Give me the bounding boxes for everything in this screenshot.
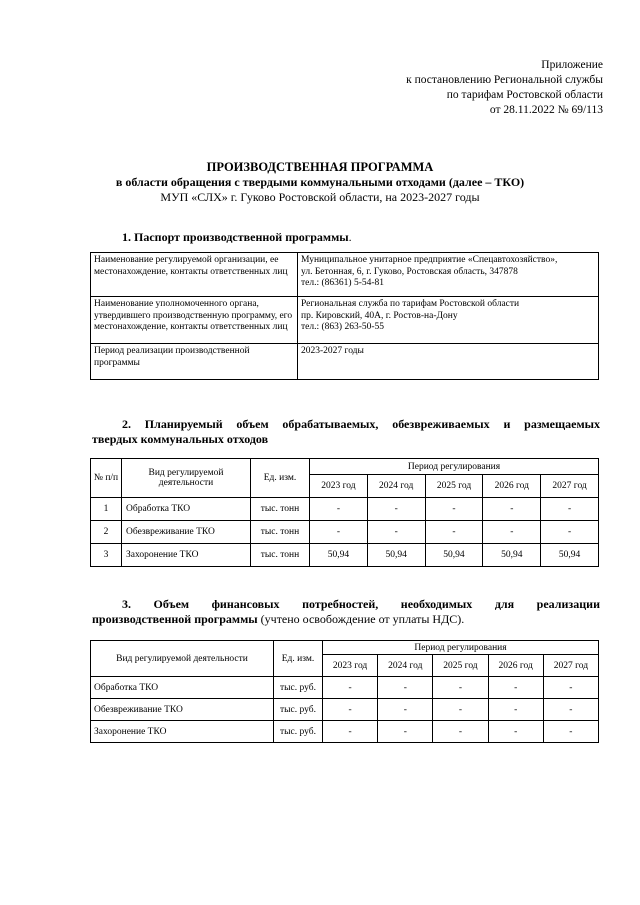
cell-value: - <box>425 498 483 521</box>
cell-activity: Захоронение ТКО <box>122 544 251 567</box>
header-unit: Ед. изм. <box>251 459 310 498</box>
cell-value: - <box>488 721 543 743</box>
volume-table <box>90 458 599 567</box>
table-header-row <box>91 641 599 655</box>
header-year: 2023 год <box>323 655 378 677</box>
cell-activity: Обработка ТКО <box>91 677 274 699</box>
cell-value: - <box>425 521 483 544</box>
title-line-3: МУП «СЛХ» г. Гуково Ростовской области, на 2023-2027 годы <box>160 190 480 204</box>
cell-value: - <box>378 677 433 699</box>
cell-value: - <box>541 521 599 544</box>
cell-value: 50,94 <box>425 544 483 567</box>
passport-value <box>298 297 599 344</box>
annex-line: к постановлению Региональной службы <box>406 74 603 86</box>
cell-value: - <box>367 521 425 544</box>
section-3-heading-line <box>92 612 600 627</box>
cell-unit: тыс. руб. <box>274 721 323 743</box>
annex-line: от 28.11.2022 № 69/113 <box>489 104 603 116</box>
annex-block <box>406 58 603 118</box>
table-row <box>91 253 599 297</box>
header-year: 2025 год <box>425 475 483 498</box>
cell-unit: тыс. руб. <box>274 677 323 699</box>
title-line-1: ПРОИЗВОДСТВЕННАЯ ПРОГРАММА <box>206 160 434 174</box>
cell-value: - <box>367 498 425 521</box>
table-header-row <box>91 459 599 475</box>
header-year: 2027 год <box>543 655 598 677</box>
cell-value: 50,94 <box>483 544 541 567</box>
header-num: № п/п <box>91 459 122 498</box>
cell-num: 1 <box>91 498 122 521</box>
passport-value-line: 2023-2027 годы <box>301 346 364 356</box>
passport-value-line: Муниципальное унитарное предприятие «Спецавтохозяйство», <box>301 255 558 265</box>
table-row <box>91 498 599 521</box>
header-year: 2027 год <box>541 475 599 498</box>
header-period: Период регулирования <box>310 459 599 475</box>
cell-value: - <box>310 521 368 544</box>
header-year: 2025 год <box>433 655 488 677</box>
cell-value: - <box>433 699 488 721</box>
cell-unit: тыс. тонн <box>251 498 310 521</box>
header-year: 2026 год <box>488 655 543 677</box>
passport-value-line: тел.: (86361) 5-54-81 <box>301 278 385 288</box>
passport-value-line: ул. Бетонная, 6, г. Гуково, Ростовская область, 347878 <box>301 266 518 277</box>
cell-num: 2 <box>91 521 122 544</box>
cell-value: - <box>483 498 541 521</box>
finance-table <box>90 640 599 743</box>
cell-value: - <box>483 521 541 544</box>
cell-activity: Обезвреживание ТКО <box>91 699 274 721</box>
cell-value: - <box>541 498 599 521</box>
passport-label: Период реализации производственной программы <box>91 344 298 380</box>
table-row <box>91 521 599 544</box>
cell-activity: Обработка ТКО <box>122 498 251 521</box>
passport-value-line: тел.: (863) 263-50-55 <box>301 322 385 332</box>
passport-table <box>90 252 599 380</box>
cell-value: - <box>543 721 598 743</box>
table-row <box>91 677 599 699</box>
cell-value: - <box>488 699 543 721</box>
cell-value: - <box>543 677 598 699</box>
section-3-heading <box>92 597 600 627</box>
annex-line: Приложение <box>541 59 603 71</box>
passport-value-line: пр. Кировский, 40А, г. Ростов-на-Дону <box>301 310 458 321</box>
cell-value: - <box>543 699 598 721</box>
cell-unit: тыс. тонн <box>251 544 310 567</box>
header-year: 2024 год <box>378 655 433 677</box>
cell-value: 50,94 <box>367 544 425 567</box>
section-2-heading <box>92 417 600 447</box>
passport-value <box>298 344 599 380</box>
cell-activity: Обезвреживание ТКО <box>122 521 251 544</box>
section-3-heading-plain: (учтено освобождение от уплаты НДС). <box>257 612 465 626</box>
cell-activity: Захоронение ТКО <box>91 721 274 743</box>
cell-unit: тыс. тонн <box>251 521 310 544</box>
header-unit: Ед. изм. <box>274 641 323 677</box>
table-row <box>91 699 599 721</box>
cell-value: - <box>323 721 378 743</box>
section-1-heading-end: . <box>348 230 352 244</box>
passport-label: Наименование регулируемой организации, ее местонахождение, контакты ответственных лиц <box>91 253 298 297</box>
cell-value: - <box>433 677 488 699</box>
table-row <box>91 297 599 344</box>
cell-value: - <box>310 498 368 521</box>
cell-unit: тыс. руб. <box>274 699 323 721</box>
section-1-heading <box>122 230 352 245</box>
title-line-2: в области обращения с твердыми коммунальными отходами (далее – ТКО) <box>115 175 525 189</box>
header-activity: Вид регулируемой деятельности <box>91 641 274 677</box>
header-year: 2024 год <box>367 475 425 498</box>
table-row <box>91 344 599 380</box>
header-activity: Вид регулируемой деятельности <box>122 459 251 498</box>
cell-value: - <box>433 721 488 743</box>
cell-value: 50,94 <box>310 544 368 567</box>
cell-value: - <box>378 721 433 743</box>
section-1-heading-text: 1. Паспорт производственной программы <box>122 230 349 244</box>
document-title <box>0 160 640 205</box>
annex-line: по тарифам Ростовской области <box>446 89 603 101</box>
table-row <box>91 721 599 743</box>
cell-value: 50,94 <box>541 544 599 567</box>
cell-value: - <box>323 699 378 721</box>
cell-value: - <box>488 677 543 699</box>
section-2-heading-line: 2. Планируемый объем обрабатываемых, обезвреживаемых и размещаемых <box>122 417 600 431</box>
section-3-heading-bold: производственной программы <box>92 612 258 626</box>
passport-value <box>298 253 599 297</box>
header-year: 2023 год <box>310 475 368 498</box>
section-3-heading-line: 3. Объем финансовых потребностей, необходимых для реализации <box>122 597 600 611</box>
header-year: 2026 год <box>483 475 541 498</box>
cell-num: 3 <box>91 544 122 567</box>
header-period: Период регулирования <box>323 641 599 655</box>
cell-value: - <box>378 699 433 721</box>
passport-label: Наименование уполномоченного органа, утвердившего производственную программу, его местонахождение, контакты ответственных лиц <box>91 297 298 344</box>
section-2-heading-line: твердых коммунальных отходов <box>92 432 269 446</box>
cell-value: - <box>323 677 378 699</box>
passport-value-line: Региональная служба по тарифам Ростовской области <box>301 299 520 309</box>
table-row <box>91 544 599 567</box>
